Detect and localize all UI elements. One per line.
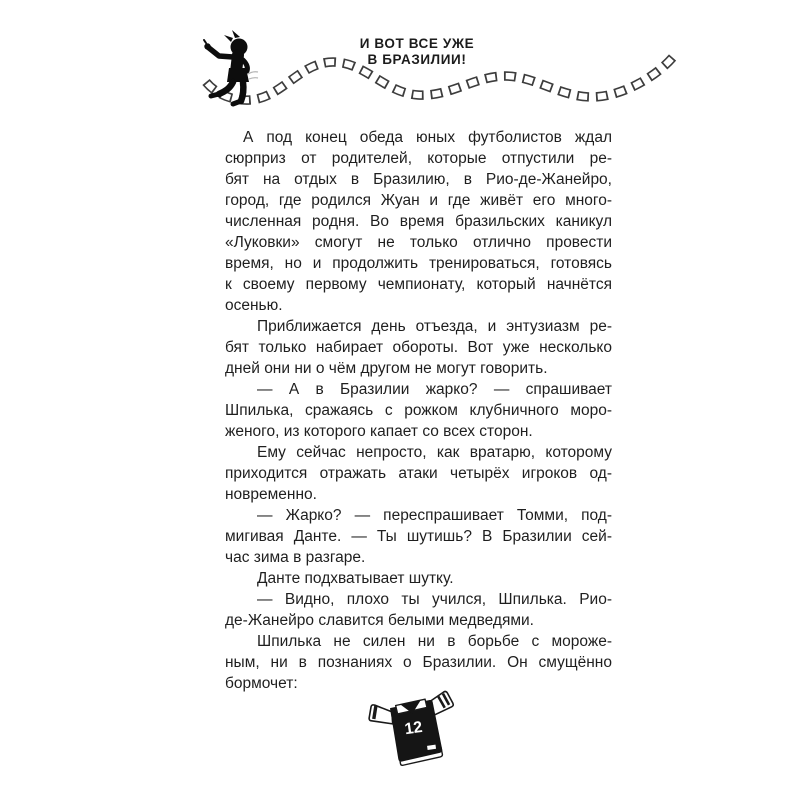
- text-line: дней они ни о чём другом не могут говорить.: [225, 360, 548, 377]
- text-line: Шпилька не силен ни в борьбе с мороже-: [257, 633, 612, 650]
- paragraph: [225, 316, 612, 379]
- text-line: время, но и продолжить тренироваться, готовясь: [225, 255, 612, 272]
- paragraph: [225, 589, 612, 631]
- text-line: бормочет:: [225, 675, 298, 692]
- jersey-icon: [368, 690, 460, 776]
- text-line: — Жарко? — переспрашивает Томми, под-: [257, 507, 612, 524]
- paragraph: [225, 442, 612, 505]
- text-line: приходится отражать атаки четырёх игроков од-: [225, 465, 612, 482]
- text-line: бят только набирает обороты. Вот уже несколько: [225, 339, 612, 356]
- chapter-title-line-1: И ВОТ ВСЕ УЖЕ: [359, 36, 475, 51]
- paragraph: [225, 127, 612, 316]
- paragraph: [225, 631, 612, 694]
- text-line: час зима в разгаре.: [225, 549, 366, 566]
- paragraph: [225, 379, 612, 442]
- text-line: мигивая Данте. — Ты шутишь? В Бразилии сей-: [225, 528, 612, 545]
- text-line: город, где родился Жуан и где живёт его много-: [225, 192, 612, 209]
- text-line: сюрприз от родителей, которые отпустили ре-: [225, 150, 612, 167]
- text-line: бят на отдых в Бразилию, в Рио-де-Жанейро,: [225, 171, 612, 188]
- text-line: к своему первому чемпионату, который начнётся: [225, 276, 612, 293]
- paragraph: [225, 505, 612, 568]
- text-line: де-Жанейро славится белыми медведями.: [225, 612, 534, 629]
- chapter-title-line-2: В БРАЗИЛИИ!: [367, 51, 467, 67]
- text-line: новременно.: [225, 486, 317, 503]
- text-column: [225, 127, 612, 694]
- text-line: ным, ни в познаниях о Бразилии. Он смущённо: [225, 654, 612, 671]
- page-number: 12: [403, 718, 424, 739]
- text-line: «Луковки» смогут не только отлично провести: [225, 234, 612, 251]
- paragraph: [225, 568, 612, 589]
- chapter-title: [317, 36, 517, 67]
- text-line: осенью.: [225, 297, 283, 314]
- text-line: Шпилька, сражаясь с рожком клубничного моро-: [225, 402, 612, 419]
- text-line: А под конец обеда юных футболистов ждал: [243, 129, 612, 146]
- text-line: женого, из которого капает со всех сторон.: [225, 423, 533, 440]
- text-line: Приближается день отъезда, и энтузиазм ре-: [257, 318, 612, 335]
- text-line: Данте подхватывает шутку.: [257, 570, 454, 587]
- text-line: — А в Бразилии жарко? — спрашивает: [257, 381, 612, 398]
- text-line: Ему сейчас непросто, как вратарю, которому: [257, 444, 612, 461]
- text-line: — Видно, плохо ты учился, Шпилька. Рио-: [257, 591, 612, 608]
- text-line: численная родня. Во время бразильских каникул: [225, 213, 612, 230]
